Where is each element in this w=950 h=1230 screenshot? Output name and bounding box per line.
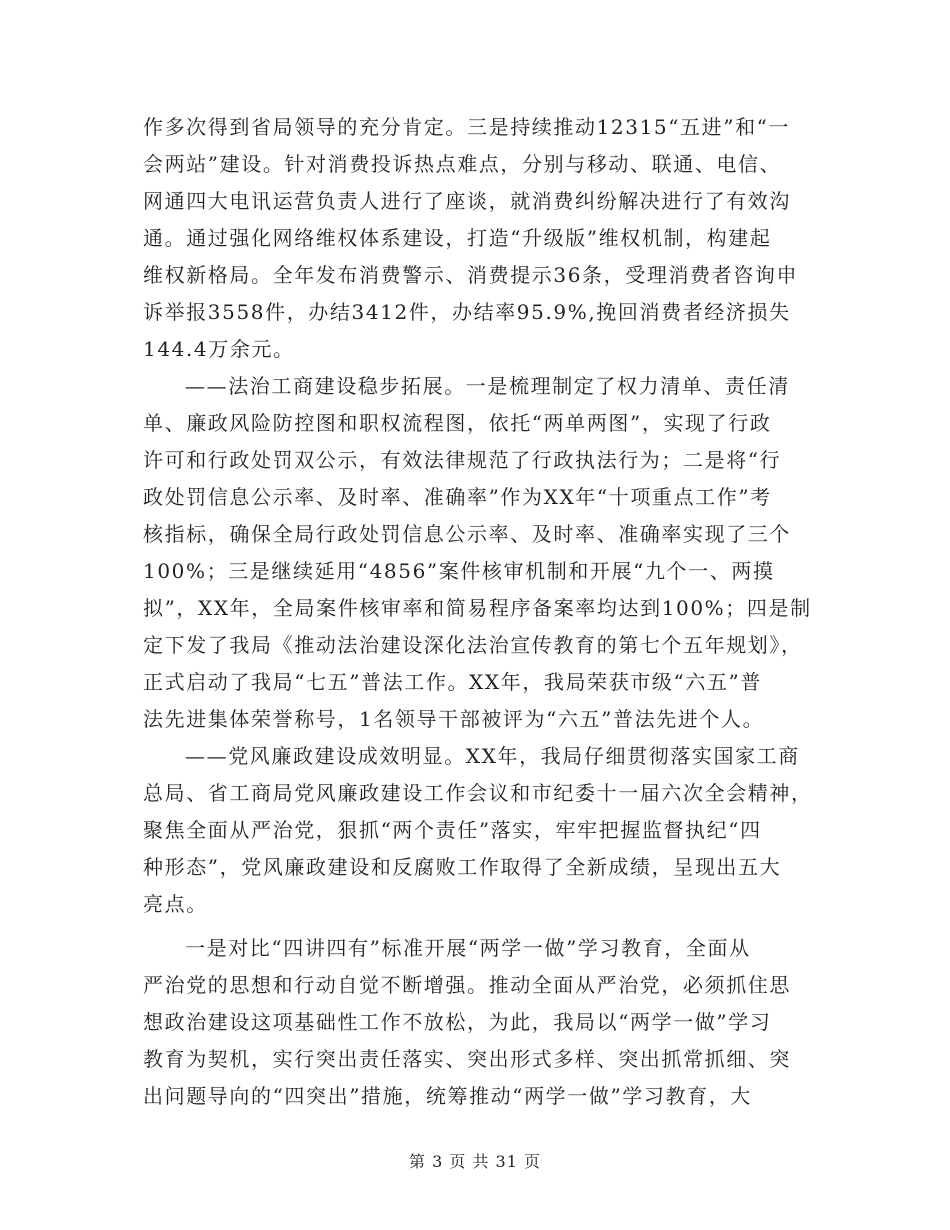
text-line: 维权新格局。全年发布消费警示、消费提示36条，受理消费者咨询申 [143,263,799,287]
text-line: ——党风廉政建设成效明显。XX年，我局仔细贯彻落实国家工商 [185,744,800,768]
page-number-footer: 第 3 页 共 31 页 [409,1152,541,1171]
text-line: 100%；三是继续延用“4856”案件核审机制和开展“九个一、两摸 [143,559,775,583]
text-line: 正式启动了我局“七五”普法工作。XX年，我局荣获市级“六五”普 [143,670,762,694]
text-line: 定下发了我局《推动法治建设深化法治宣传教育的第七个五年规划》， [143,633,803,657]
text-line: 一是对比“四讲四有”标准开展“两学一做”学习教育，全面从 [185,936,751,960]
text-line: 许可和行政处罚双公示，有效法律规范了行政执法行为；二是将“行 [143,448,782,472]
text-line: 聚焦全面从严治党，狠抓“两个责任”落实，牢牢把握监督执纪“四 [143,818,762,842]
text-line: 核指标，确保全局行政处罚信息公示率、及时率、准确率实现了三个 [143,522,791,546]
text-line: 会两站”建设。针对消费投诉热点难点，分别与移动、联通、电信、 [143,152,782,176]
text-line: 144.4万余元。 [143,337,295,361]
text-line: 亮点。 [143,892,208,916]
text-line: 拟”，XX年，全局案件核审率和简易程序备案率均达到100%；四是制 [143,596,812,620]
text-line: 想政治建设这项基础性工作不放松，为此，我局以“两学一做”学习 [143,1010,772,1034]
text-line: 法先进集体荣誉称号，1名领导干部被评为“六五”普法先进个人。 [143,707,765,731]
text-line: 作多次得到省局领导的充分肯定。三是持续推动12315“五进”和“一 [143,115,791,139]
text-line: 严治党的思想和行动自觉不断增强。推动全面从严治党，必须抓住思 [143,973,791,997]
text-line: 出问题导向的“四突出”措施，统筹推动“两学一做”学习教育，大 [143,1084,752,1108]
text-line: 诉举报3558件，办结3412件，办结率95.9%,挽回消费者经济损失 [143,300,791,324]
text-line: ——法治工商建设稳步拓展。一是梳理制定了权力清单、责任清 [185,374,790,398]
text-line: 政处罚信息公示率、及时率、准确率”作为XX年“十项重点工作”考 [143,485,772,509]
text-line: 网通四大电讯运营负责人进行了座谈，就消费纠纷解决进行了有效沟 [143,189,791,213]
text-line: 教育为契机，实行突出责任落实、突出形式多样、突出抓常抓细、突 [143,1047,791,1071]
text-line: 种形态”，党风廉政建设和反腐败工作取得了全新成绩，呈现出五大 [143,855,782,879]
text-line: 单、廉政风险防控图和职权流程图，依托“两单两图”，实现了行政 [143,411,772,435]
text-line: 通。通过强化网络维权体系建设，打造“升级版”维权机制，构建起 [143,226,772,250]
text-line: 总局、省工商局党风廉政建设工作会议和市纪委十一届六次全会精神， [143,781,813,805]
